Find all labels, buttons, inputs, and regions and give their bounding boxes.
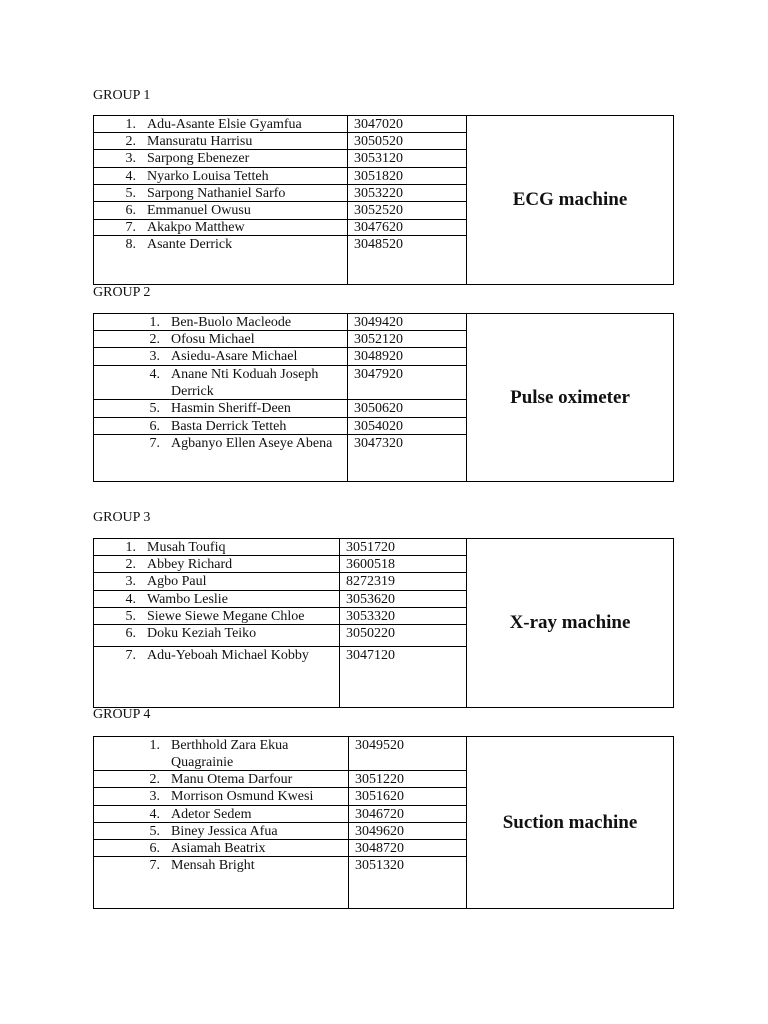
member-name: Hasmin Sheriff-Deen <box>171 401 291 416</box>
student-id: 3050620 <box>354 401 403 416</box>
member-row <box>94 116 466 133</box>
member-row <box>94 857 466 909</box>
member-name-cell <box>94 647 340 708</box>
member-name-cell <box>94 400 348 417</box>
student-id: 3046720 <box>355 807 404 822</box>
member-name-cell <box>94 185 348 201</box>
member-number: 5. <box>125 186 136 201</box>
member-number: 4. <box>125 592 136 607</box>
student-id: 3047620 <box>354 220 403 235</box>
member-name: Asiamah Beatrix <box>171 841 266 856</box>
member-name-cell <box>94 788 349 805</box>
member-name-cell <box>94 573 340 590</box>
group-table <box>93 115 674 285</box>
member-name: Akakpo Matthew <box>147 220 245 235</box>
group-table <box>93 538 674 708</box>
member-number: 7. <box>149 858 160 873</box>
member-row <box>94 202 466 220</box>
member-name: Agbanyo Ellen Aseye Abena <box>171 436 333 451</box>
member-name: Mansuratu Harrisu <box>147 134 253 149</box>
member-name-cell <box>94 591 340 607</box>
member-number: 3. <box>149 789 160 804</box>
member-number: 7. <box>149 436 160 451</box>
member-list <box>94 737 466 908</box>
member-number: 3. <box>125 574 136 589</box>
student-id: 3600518 <box>346 557 395 572</box>
member-list <box>94 116 466 284</box>
member-name-cell <box>94 236 348 285</box>
group-label: GROUP 1 <box>93 88 151 103</box>
member-name: Morrison Osmund Kwesi <box>171 789 314 804</box>
member-number: 1. <box>149 738 160 753</box>
student-id: 3053620 <box>346 592 395 607</box>
member-name: Basta Derrick Tetteh <box>171 419 287 434</box>
member-number: 2. <box>125 134 136 149</box>
member-name-cell <box>94 314 348 330</box>
member-name: Asante Derrick <box>147 237 233 252</box>
member-name: Manu Otema Darfour <box>171 772 293 787</box>
member-row <box>94 150 466 168</box>
member-row <box>94 823 466 840</box>
member-row <box>94 608 466 625</box>
member-number: 5. <box>149 824 160 839</box>
member-row <box>94 788 466 806</box>
group-label: GROUP 2 <box>93 285 151 300</box>
member-list <box>94 539 466 707</box>
member-name: Mensah Bright <box>171 858 255 873</box>
member-name: Abbey Richard <box>147 557 233 572</box>
member-name: Ofosu Michael <box>171 332 255 347</box>
member-name-cell <box>94 116 348 132</box>
student-id: 3051320 <box>355 858 404 873</box>
student-id: 3051720 <box>346 540 395 555</box>
member-row <box>94 573 466 591</box>
member-name-cell <box>94 840 349 856</box>
member-row <box>94 314 466 331</box>
member-row <box>94 331 466 348</box>
group-label: GROUP 4 <box>93 707 151 722</box>
member-name: Wambo Leslie <box>147 592 228 607</box>
member-name-cell <box>94 539 340 555</box>
machine-name: ECG machine <box>466 116 673 284</box>
member-name: Asiedu-Asare Michael <box>171 349 298 364</box>
member-row <box>94 236 466 285</box>
member-number: 1. <box>125 540 136 555</box>
student-id: 3052120 <box>354 332 403 347</box>
student-id: 3054020 <box>354 419 403 434</box>
member-number: 2. <box>149 332 160 347</box>
member-row <box>94 400 466 418</box>
machine-name: Pulse oximeter <box>466 314 673 481</box>
member-row <box>94 771 466 788</box>
student-id: 3048920 <box>354 349 403 364</box>
member-name-cell <box>94 806 349 822</box>
member-number: 3. <box>125 151 136 166</box>
member-name-cell <box>94 625 340 646</box>
member-row <box>94 647 466 708</box>
member-name: Adetor Sedem <box>171 807 252 822</box>
member-number: 6. <box>125 203 136 218</box>
member-number: 2. <box>125 557 136 572</box>
student-id: 3047320 <box>354 436 403 451</box>
member-row <box>94 556 466 573</box>
student-id: 3050520 <box>354 134 403 149</box>
member-name: Emmanuel Owusu <box>147 203 251 218</box>
member-name-cell <box>94 418 348 434</box>
member-name-cell <box>94 823 349 839</box>
member-name-cell <box>94 331 348 347</box>
member-name: Adu-Asante Elsie Gyamfua <box>147 117 302 132</box>
member-number: 6. <box>149 841 160 856</box>
member-row <box>94 168 466 185</box>
member-row <box>94 591 466 608</box>
group-label: GROUP 3 <box>93 510 151 525</box>
member-row <box>94 185 466 202</box>
member-row <box>94 219 466 236</box>
group-table <box>93 736 674 909</box>
student-id: 3047020 <box>354 117 403 132</box>
member-row <box>94 133 466 150</box>
member-name-cell <box>94 168 348 184</box>
member-name-cell <box>94 608 340 624</box>
student-id: 3049620 <box>355 824 404 839</box>
member-name: Siewe Siewe Megane Chloe <box>147 609 305 624</box>
member-number: 5. <box>125 609 136 624</box>
student-id: 3053120 <box>354 151 403 166</box>
machine-name: X-ray machine <box>466 539 673 707</box>
member-number: 4. <box>149 807 160 822</box>
member-name-cell <box>94 133 348 149</box>
member-name: Sarpong Ebenezer <box>147 151 250 166</box>
student-id: 3048520 <box>354 237 403 252</box>
member-number: 3. <box>149 349 160 364</box>
member-row <box>94 806 466 823</box>
group-table <box>93 313 674 482</box>
student-id: 3051620 <box>355 789 404 804</box>
member-number: 7. <box>125 220 136 235</box>
student-id: 3049420 <box>354 315 403 330</box>
member-number: 5. <box>149 401 160 416</box>
member-name: Ben-Buolo Macleode <box>171 315 292 330</box>
member-number: 1. <box>149 315 160 330</box>
student-id: 3051820 <box>354 169 403 184</box>
member-number: 6. <box>125 626 136 641</box>
student-id: 3050220 <box>346 626 395 641</box>
member-row <box>94 840 466 857</box>
member-name-cell <box>94 348 348 365</box>
member-number: 2. <box>149 772 160 787</box>
member-row <box>94 348 466 366</box>
student-id: 3052520 <box>354 203 403 218</box>
member-name: Doku Keziah Teiko <box>147 626 257 641</box>
member-row <box>94 625 466 647</box>
member-name-cell <box>94 771 349 787</box>
member-number: 6. <box>149 419 160 434</box>
student-id: 3051220 <box>355 772 404 787</box>
member-name: Nyarko Louisa Tetteh <box>147 169 269 184</box>
member-name-cell <box>94 857 349 909</box>
machine-name: Suction machine <box>466 737 673 908</box>
member-name: Agbo Paul <box>147 574 207 589</box>
member-number: 7. <box>125 648 136 663</box>
student-id: 8272319 <box>346 574 395 589</box>
student-id: 3053220 <box>354 186 403 201</box>
student-id: 3047120 <box>346 648 395 663</box>
member-name-cell <box>94 737 349 770</box>
member-name-cell <box>94 366 348 399</box>
member-name: Musah Toufiq <box>147 540 226 555</box>
student-id: 3049520 <box>355 738 404 753</box>
member-number: 4. <box>149 367 160 382</box>
member-row <box>94 366 466 400</box>
member-name-cell <box>94 435 348 482</box>
student-id: 3047920 <box>354 367 403 382</box>
member-name: Anane Nti Koduah Joseph Derrick <box>171 367 319 399</box>
member-name-cell <box>94 150 348 167</box>
member-row <box>94 737 466 771</box>
member-row <box>94 418 466 435</box>
member-name: Biney Jessica Afua <box>171 824 278 839</box>
member-name-cell <box>94 556 340 572</box>
student-id: 3048720 <box>355 841 404 856</box>
member-list <box>94 314 466 481</box>
member-name: Adu-Yeboah Michael Kobby <box>147 648 309 663</box>
member-number: 1. <box>125 117 136 132</box>
member-number: 4. <box>125 169 136 184</box>
member-name: Sarpong Nathaniel Sarfo <box>147 186 286 201</box>
member-name: Berthhold Zara Ekua Quagrainie <box>171 738 289 770</box>
member-name-cell <box>94 219 348 235</box>
member-row <box>94 539 466 556</box>
member-number: 8. <box>125 237 136 252</box>
member-row <box>94 435 466 482</box>
member-name-cell <box>94 202 348 219</box>
student-id: 3053320 <box>346 609 395 624</box>
